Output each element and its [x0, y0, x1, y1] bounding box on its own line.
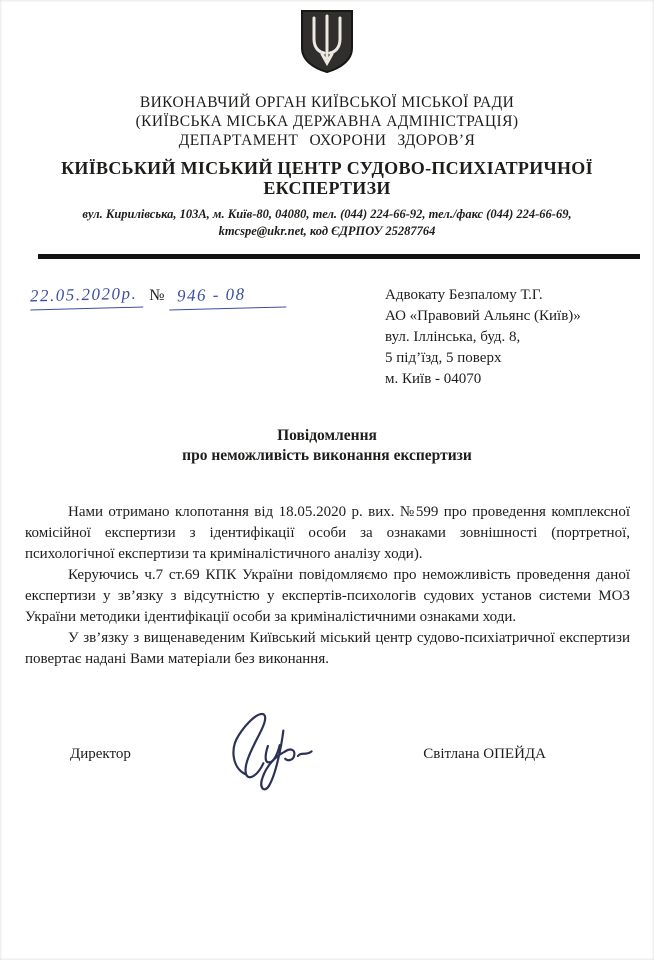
org-name [0, 158, 654, 198]
handwritten-signature-icon [217, 696, 337, 801]
signer-name: Світлана ОПЕЙДА [423, 746, 546, 762]
reference-row [0, 285, 654, 390]
paragraph-3: У зв’язку з вищенаведеним Київський міський центр судово-психіатричної експертизи повертає надані Вами матеріали без виконання. [25, 630, 630, 667]
subject-line-2: про неможливість виконання експертизи [182, 447, 472, 464]
recipient-block [385, 285, 581, 390]
recipient-line-1: Адвокату Безпалому Т.Г. [385, 287, 543, 303]
letterhead-line-2: (КИЇВСЬКА МІСЬКА ДЕРЖАВНА АДМІНІСТРАЦІЯ) [135, 113, 519, 130]
handwritten-number: 946 - 08 [168, 283, 285, 310]
letterhead-line-3: ДЕПАРТАМЕНТ ОХОРОНИ ЗДОРОВ’Я [178, 132, 476, 149]
paragraph-1: Нами отримано клопотання від 18.05.2020 р. вих. №599 про проведення комплексної комісійної експертизи з ідентифікації особи за ознаками зовнішності (портретної, психологічної експертизи та криміналістичного аналізу ходи). [25, 504, 630, 562]
recipient-line-2: АО «Правовий Альянс (Київ)» [385, 308, 581, 324]
paragraph-2: Керуючись ч.7 ст.69 КПК України повідомляємо про неможливість проведення даної експертизи у зв’язку з відсутністю у експертів-психологів судових установ системи МОЗ України методики ідентифікації особи за криміналістичними ознаками ходи. [25, 567, 630, 625]
signature-row [0, 708, 654, 801]
contact-info [0, 206, 654, 240]
recipient-line-5: м. Київ - 04070 [385, 371, 482, 387]
number-sign: № [149, 287, 165, 304]
letterhead-divider [38, 254, 640, 259]
letterhead [0, 93, 654, 150]
recipient-line-3: вул. Іллінська, буд. 8, [385, 329, 521, 345]
ukraine-trident-emblem-icon [296, 63, 358, 80]
handwritten-date: 22.05.2020р. [30, 284, 144, 311]
signer-title: Директор [70, 746, 131, 762]
contact-line-2: kmcspe@ukr.net, код ЄДРПОУ 25287764 [218, 224, 436, 238]
org-name-line-1: КИЇВСЬКИЙ МІСЬКИЙ ЦЕНТР СУДОВО-ПСИХІАТРИЧНОЇ [61, 158, 593, 178]
org-name-line-2: ЕКСПЕРТИЗИ [263, 178, 391, 198]
reference-block [30, 285, 385, 390]
contact-line-1: вул. Кирилівська, 103А, м. Київ-80, 04080, тел. (044) 224-66-92, тел./факс (044) 224-66-69, [82, 207, 572, 221]
subject-line-1: Повідомлення [277, 427, 377, 444]
recipient-line-4: 5 під’їзд, 5 поверх [385, 350, 502, 366]
emblem-wrap [0, 0, 654, 81]
subject [0, 426, 654, 466]
letterhead-line-1: ВИКОНАВЧИЙ ОРГАН КИЇВСЬКОЇ МІСЬКОЇ РАДИ [139, 94, 515, 111]
letter-body [25, 502, 630, 670]
